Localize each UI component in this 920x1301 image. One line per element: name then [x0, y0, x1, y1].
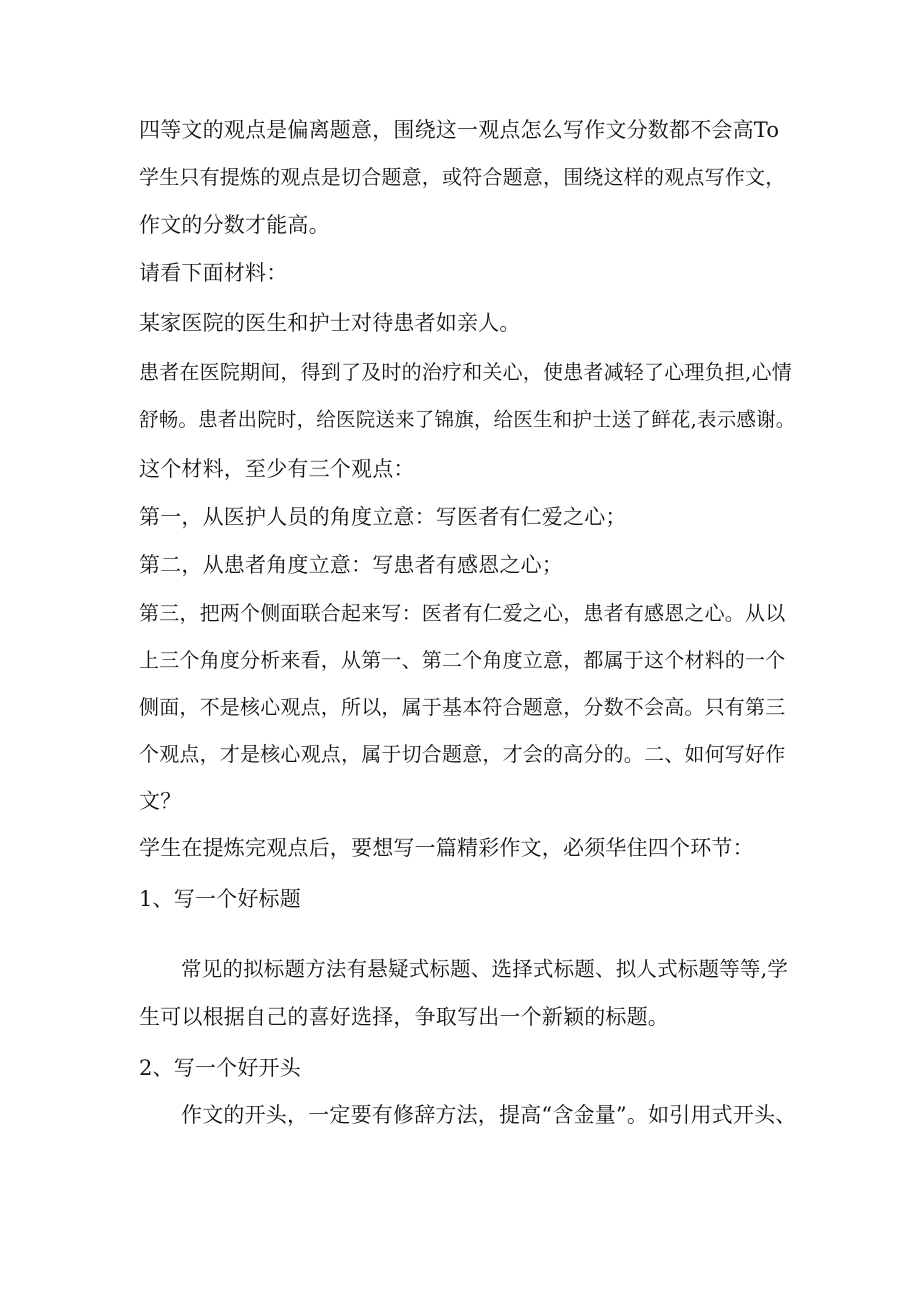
paragraph-line: 个观点，才是核心观点，属于切合题意，才会的高分的。二、如何写好作 — [139, 742, 786, 766]
paragraph-line: 某家医院的医生和护士对待患者如亲人。 — [139, 311, 521, 335]
paragraph-line: 患者在医院期间，得到了及时的治疗和关心，使患者减轻了心理负担,心情 — [139, 360, 792, 384]
paragraph-line: 文？ — [139, 789, 182, 813]
section-heading: 1、写一个好标题 — [139, 887, 301, 911]
paragraph-line: 第二，从患者角度立意：写患者有感恩之心； — [139, 553, 563, 577]
paragraph-line: 侧面，不是核心观点，所以，属于基本符合题意，分数不会高。只有第三 — [139, 695, 786, 719]
paragraph-line: 作文的开头，一定要有修辞方法，提高“含金量”。如引用式开头、 — [181, 1103, 797, 1127]
paragraph-line: 舒畅。患者出院时，给医院送来了锦旗，给医生和护士送了鲜花,表示感谢。 — [139, 408, 796, 431]
paragraph-line: 第三，把两个侧面联合起来写：医者有仁爱之心，患者有感恩之心。从以 — [139, 601, 786, 625]
paragraph-line: 请看下面材料： — [139, 261, 288, 285]
paragraph-line: 上三个角度分析来看，从第一、第二个角度立意，都属于这个材料的一个 — [139, 648, 786, 672]
paragraph-line: 生可以根据自己的喜好选择，争取写出一个新颖的标题。 — [139, 1005, 669, 1029]
paragraph-line: 四等文的观点是偏离题意，围绕这一观点怎么写作文分数都不会高To — [139, 118, 780, 142]
paragraph-line: 常见的拟标题方法有悬疑式标题、选择式标题、拟人式标题等等,学 — [181, 957, 789, 981]
paragraph-line: 学生只有提炼的观点是切合题意，或符合题意，围绕这样的观点写作文， — [139, 165, 786, 189]
paragraph-line: 学生在提炼完观点后，要想写一篇精彩作文，必须华住四个环节： — [139, 836, 754, 860]
paragraph-line: 作文的分数才能高。 — [139, 213, 330, 237]
section-heading: 2、写一个好开头 — [139, 1056, 301, 1080]
paragraph-line: 这个材料，至少有三个观点： — [139, 457, 415, 481]
paragraph-line: 第一，从医护人员的角度立意：写医者有仁爱之心； — [139, 505, 627, 529]
